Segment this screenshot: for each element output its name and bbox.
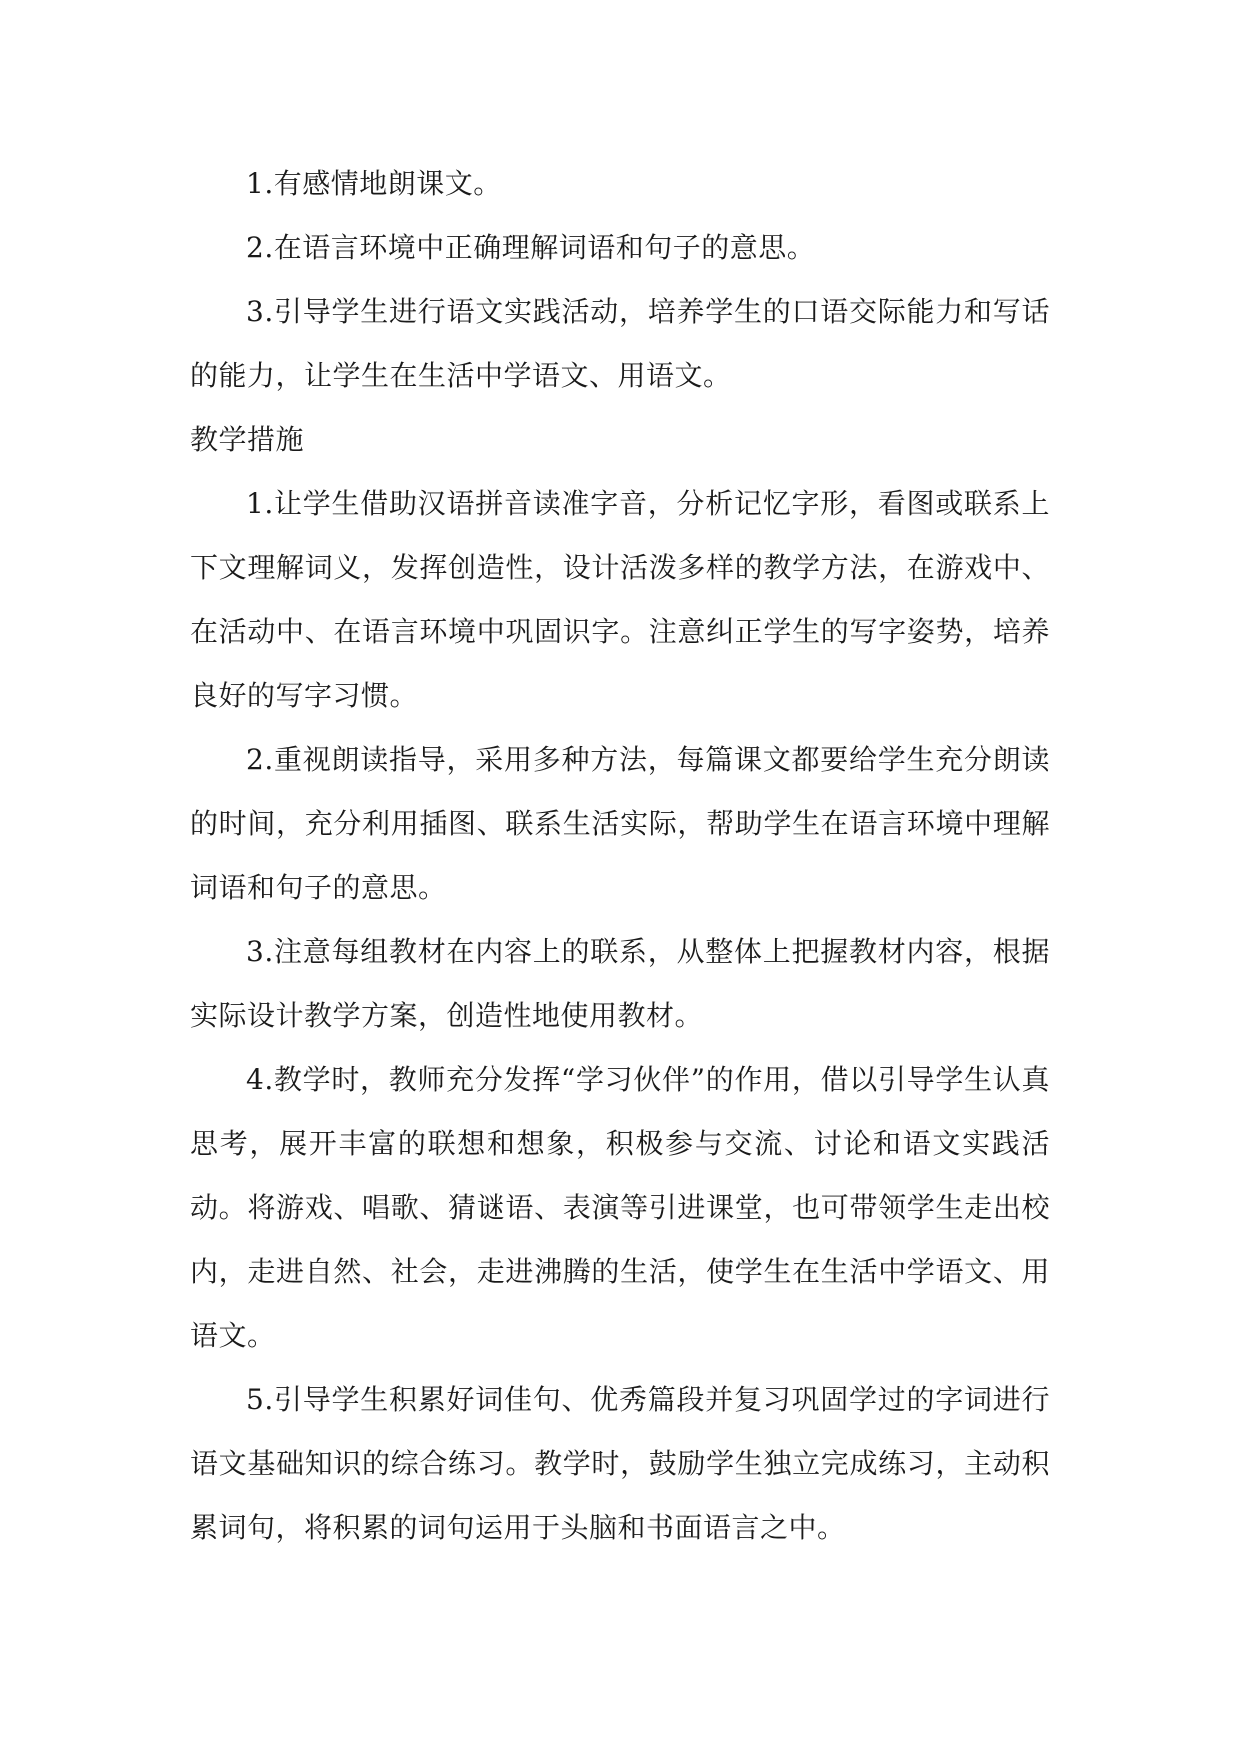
goal-item-2: 2.在语言环境中正确理解词语和句子的意思。 [246, 231, 816, 264]
measure-item-3: 3.注意每组教材在内容上的联系，从整体上把握教材内容，根据实际设计教学方案，创造性地使用教材。 [190, 935, 1050, 1032]
measure-item-5: 5.引导学生积累好词佳句、优秀篇段并复习巩固学过的字词进行语文基础知识的综合练习。教学时，鼓励学生独立完成练习，主动积累词句，将积累的词句运用于头脑和书面语言之中。 [190, 1383, 1050, 1544]
measure-item-4: 4.教学时，教师充分发挥“学习伙伴”的作用，借以引导学生认真思考，展开丰富的联想和想象，积极参与交流、讨论和语文实践活动。将游戏、唱歌、猜谜语、表演等引进课堂，也可带领学生走出校内，走进自然、社会，走进沸腾的生活，使学生在生活中学语文、用语文。 [190, 1063, 1050, 1352]
measure-item-2: 2.重视朗读指导，采用多种方法，每篇课文都要给学生充分朗读的时间，充分利用插图、联系生活实际，帮助学生在语言环境中理解词语和句子的意思。 [190, 743, 1050, 904]
measure-item-1: 1.让学生借助汉语拼音读准字音，分析记忆字形，看图或联系上下文理解词义，发挥创造性，设计活泼多样的教学方法，在游戏中、在活动中、在语言环境中巩固识字。注意纠正学生的写字姿势，培养良好的写字习惯。 [190, 487, 1050, 712]
goal-item-3: 3.引导学生进行语文实践活动，培养学生的口语交际能力和写话的能力，让学生在生活中学语文、用语文。 [190, 295, 1050, 392]
document-body [190, 152, 1050, 1560]
goal-item-1: 1.有感情地朗课文。 [246, 167, 502, 200]
section-heading: 教学措施 [190, 423, 305, 456]
